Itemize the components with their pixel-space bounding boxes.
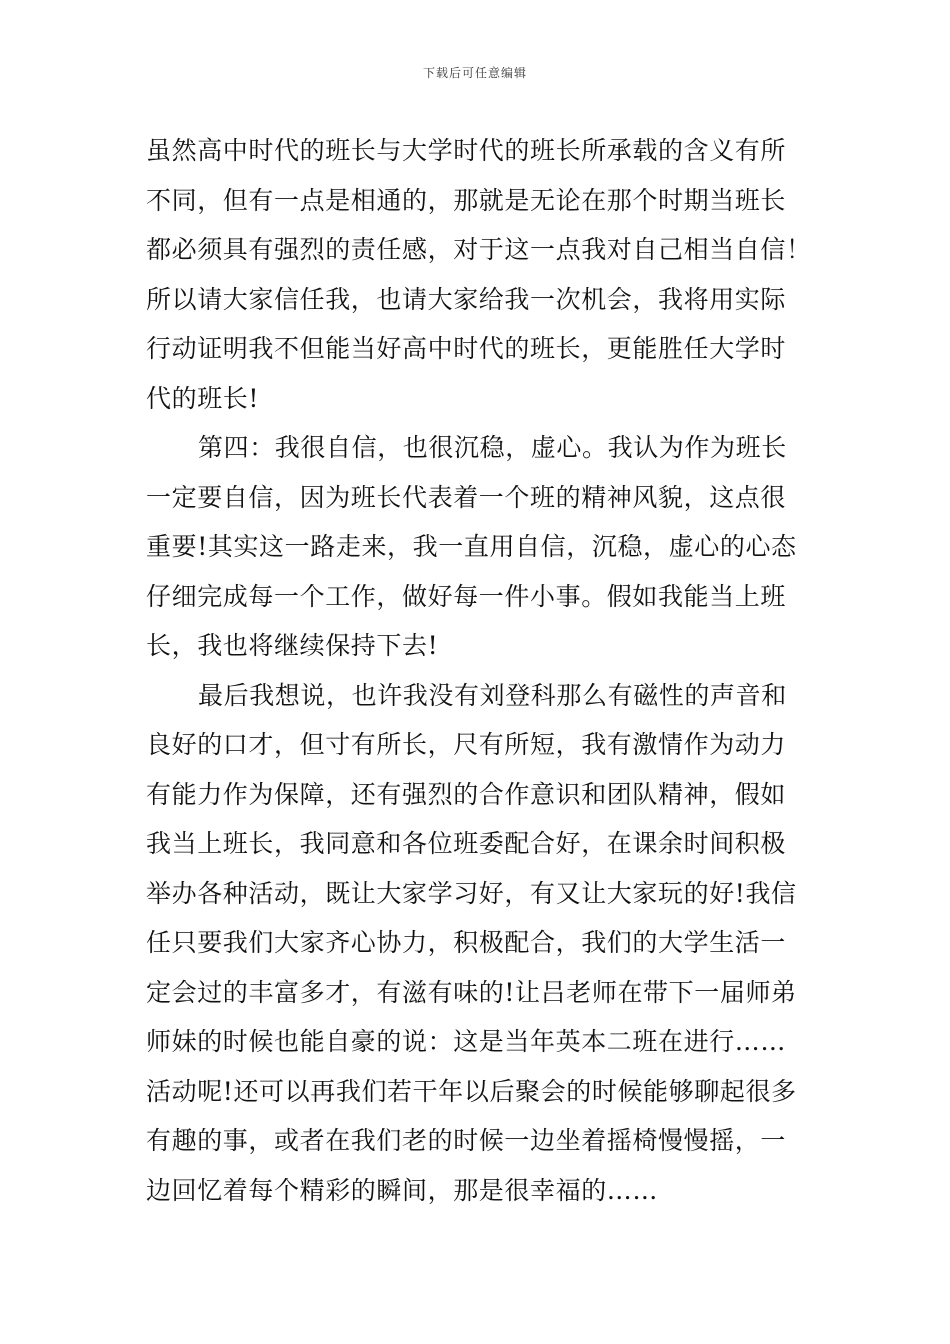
text-line: 任只要我们大家齐心协力，积极配合，我们的大学生活一 [146,928,787,957]
text-line: 虽然高中时代的班长与大学时代的班长所承载的含义有所 [146,136,787,165]
text-line: 有趣的事，或者在我们老的时候一边坐着摇椅慢慢摇，一 [146,1126,787,1155]
text-line: 边回忆着每个精彩的瞬间，那是很幸福的…… [146,1175,659,1205]
paragraph-start-line: 最后我想说，也许我没有刘登科那么有磁性的声音和 [198,680,787,710]
text-line: 良好的口才，但寸有所长，尺有所短，我有激情作为动力 [146,730,787,759]
text-line: 代的班长! [146,383,260,413]
text-line: 不同，但有一点是相通的，那就是无论在那个时期当班长 [146,185,787,215]
text-line: 定会过的丰富多才，有滋有味的!让吕老师在带下一届师弟 [146,977,797,1007]
document-body [146,126,811,1215]
text-line: 行动证明我不但能当好高中时代的班长，更能胜任大学时 [146,334,787,363]
text-line: 重要!其实这一路走来，我一直用自信，沉稳，虚心的心态 [146,532,797,561]
text-line: 长，我也将继续保持下去! [146,631,439,660]
text-line: 都必须具有强烈的责任感，对于这一点我对自己相当自信！ [146,235,812,264]
page-header: 下载后可任意编辑 [422,66,527,80]
text-line: 仔细完成每一个工作，做好每一件小事。假如我能当上班 [146,581,787,611]
text-line: 我当上班长，我同意和各位班委配合好，在课余时间积极 [146,829,787,858]
text-line: 举办各种活动，既让大家学习好，有又让大家玩的好!我信 [146,878,797,908]
paragraph-start-line: 第四：我很自信，也很沉稳，虚心。我认为作为班长 [198,433,787,462]
text-line: 一定要自信，因为班长代表着一个班的精神风貌，这点很 [146,482,787,512]
text-line: 活动呢!还可以再我们若干年以后聚会的时候能够聊起很多 [146,1076,797,1106]
text-line: 所以请大家信任我，也请大家给我一次机会，我将用实际 [146,284,787,314]
text-line: 有能力作为保障，还有强烈的合作意识和团队精神，假如 [146,779,787,809]
text-line: 师妹的时候也能自豪的说：这是当年英本二班在进行…… [146,1027,787,1056]
